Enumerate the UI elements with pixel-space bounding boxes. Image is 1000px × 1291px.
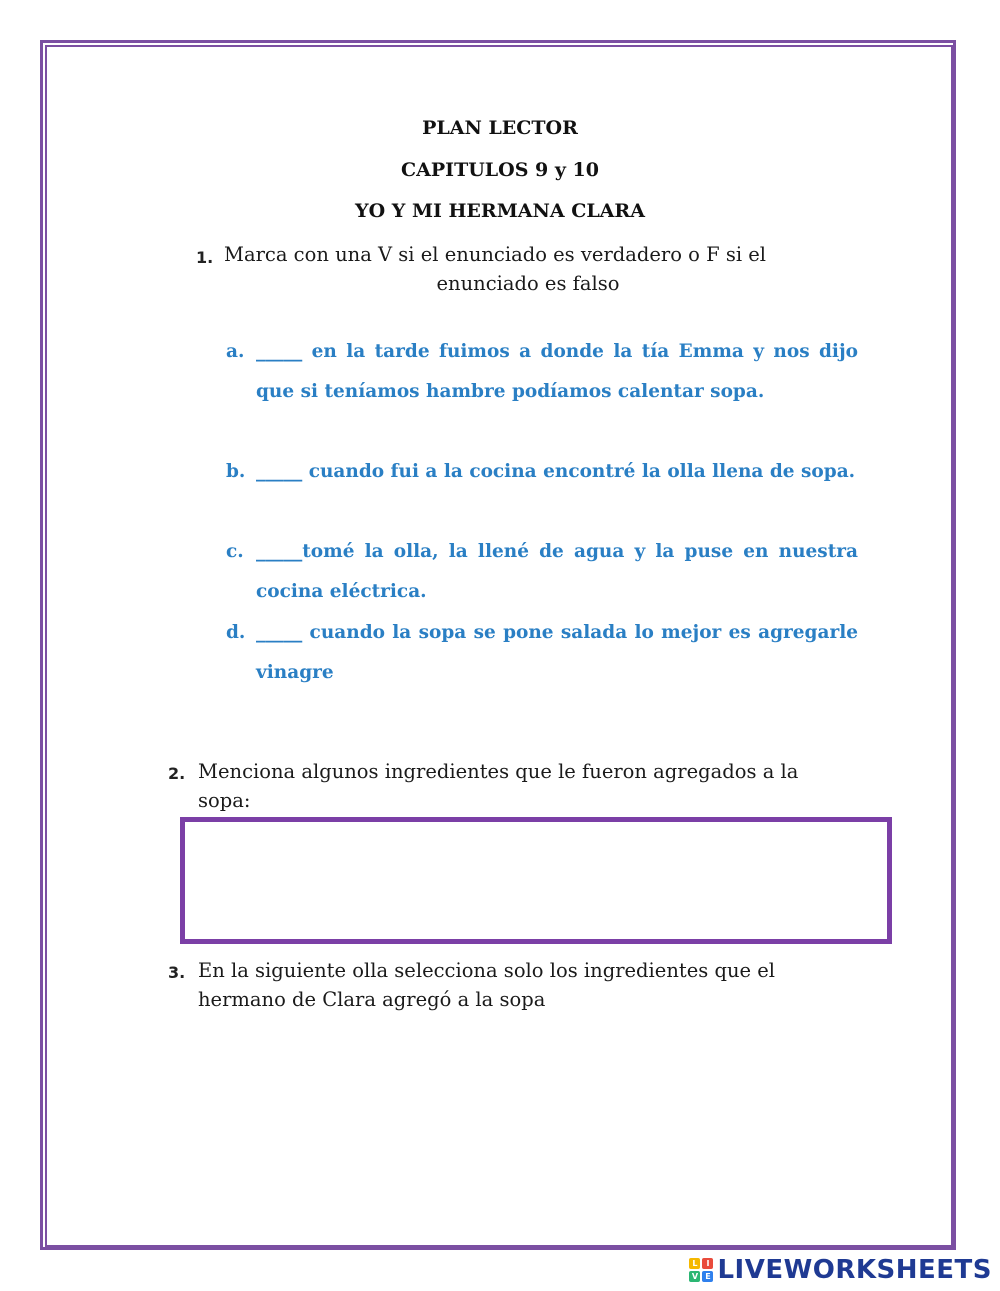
statement-d-letter: d. (226, 622, 246, 643)
liveworksheets-logo[interactable] (689, 1255, 992, 1285)
answer-text-box[interactable] (180, 817, 892, 944)
statement-a-letter: a. (226, 341, 245, 362)
question-3-line1: En la siguiente olla selecciona solo los ingredientes que el (198, 959, 776, 982)
question-1-line2: enunciado es falso (436, 272, 620, 295)
statement-b-letter: b. (226, 461, 246, 482)
worksheet-title: PLAN LECTOR (422, 117, 578, 139)
statement-a-text: _____ en la tarde fuimos a donde la tía Emma y nos dijo que si teníamos hambre podíamos calentar sopa. (256, 341, 858, 402)
question-3-line2: hermano de Clara agregó a la sopa (198, 988, 546, 1011)
statement-b-text: _____ cuando fui a la cocina encontré la olla llena de sopa. (256, 461, 856, 482)
book-title: YO Y MI HERMANA CLARA (355, 200, 645, 222)
logo-letter-v: V (689, 1271, 700, 1282)
logo-letter-l: L (689, 1258, 700, 1269)
statement-d-text: _____ cuando la sopa se pone salada lo mejor es agregarle vinagre (256, 622, 858, 683)
statement-c-text: _____tomé la olla, la llené de agua y la puse en nuestra cocina eléctrica. (256, 541, 858, 602)
question-2-number: 2. (168, 764, 186, 783)
statement-a[interactable] (226, 332, 858, 412)
logo-letter-e: E (702, 1271, 713, 1282)
chapters-heading: CAPITULOS 9 y 10 (401, 159, 599, 181)
question-1-number: 1. (196, 248, 214, 267)
logo-mark-icon (689, 1258, 713, 1282)
question-2-line2: sopa: (198, 789, 251, 812)
statement-d[interactable] (226, 613, 858, 693)
question-2-line1: Menciona algunos ingredientes que le fueron agregados a la (198, 760, 799, 783)
logo-text: LIVEWORKSHEETS (717, 1255, 992, 1285)
statement-c[interactable] (226, 532, 858, 612)
question-1-line1: Marca con una V si el enunciado es verdadero o F si el (224, 243, 767, 266)
statement-b[interactable] (226, 452, 858, 492)
statement-c-letter: c. (226, 541, 244, 562)
logo-letter-i: I (702, 1258, 713, 1269)
question-3-number: 3. (168, 963, 186, 982)
